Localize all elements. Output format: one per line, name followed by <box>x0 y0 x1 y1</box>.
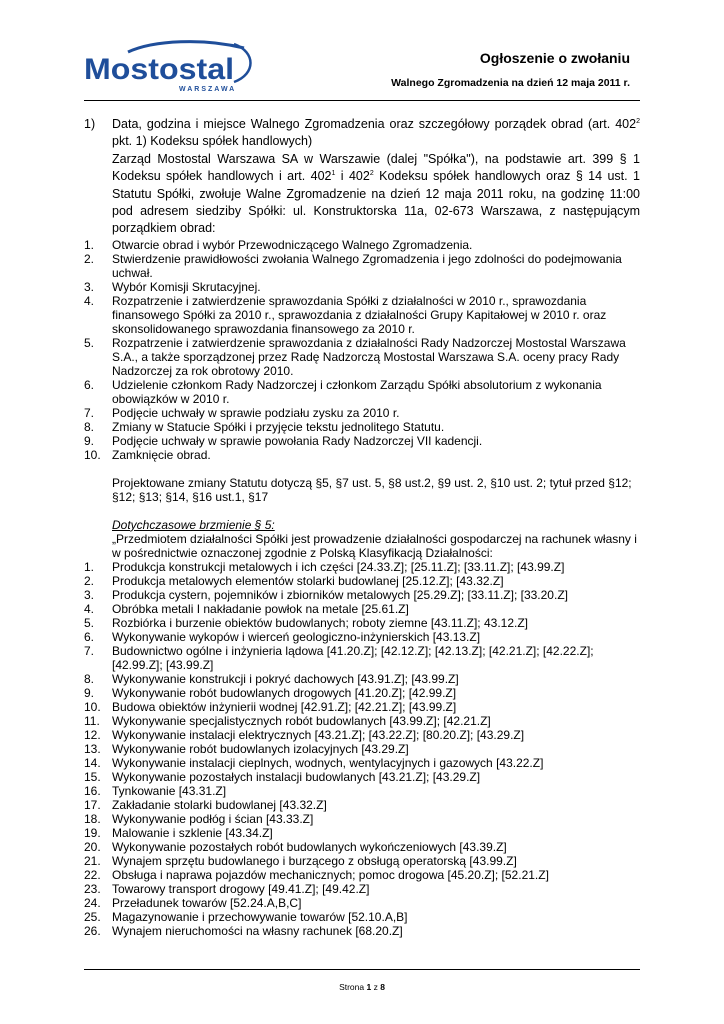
activity-item-text: Zakładanie stolarki budowlanej [43.32.Z] <box>112 797 327 812</box>
agenda-item-number: 10. <box>84 447 101 462</box>
agenda-list <box>84 238 640 462</box>
activity-item <box>84 686 640 700</box>
activity-item <box>84 672 640 686</box>
activity-item-number: 13. <box>84 741 101 756</box>
agenda-item <box>84 448 640 462</box>
agenda-item <box>84 434 640 448</box>
activity-item-number: 17. <box>84 797 101 812</box>
svg-text:WARSZAWA: WARSZAWA <box>179 86 237 93</box>
activity-item-text: Przeładunek towarów [52.24.A,B,C] <box>112 895 302 910</box>
activity-item-text: Wykonywanie instalacji cieplnych, wodnych, wentylacyjnych i gazowych [43.22.Z] <box>112 755 544 770</box>
activity-item <box>84 826 640 840</box>
agenda-item <box>84 406 640 420</box>
activity-item-number: 6. <box>84 629 95 644</box>
agenda-item-text: Rozpatrzenie i zatwierdzenie sprawozdania z działalności Rady Nadzorczej Mostostal Warszawa S.A., a także sporządzonej przez Radę Nadzorczą Mostostal Warszawa S.A. oceny pracy Rady Nadzorczej za rok obrotowy 2010. <box>112 335 626 378</box>
activity-item-number: 2. <box>84 573 95 588</box>
activity-item <box>84 812 640 826</box>
agenda-item-number: 4. <box>84 293 95 308</box>
agenda-item-text: Zmiany w Statucie Spółki i przyjęcie tekstu jednolitego Statutu. <box>112 419 445 434</box>
agenda-item-number: 9. <box>84 433 95 448</box>
agenda-item <box>84 378 640 406</box>
activity-item-text: Malowanie i szklenie [43.34.Z] <box>112 825 273 840</box>
agenda-item <box>84 420 640 434</box>
agenda-item <box>84 280 640 294</box>
activity-item <box>84 588 640 602</box>
activity-item-text: Produkcja metalowych elementów stolarki budowlanej [25.12.Z]; [43.32.Z] <box>112 573 504 588</box>
intro-paragraph: Zarząd Mostostal Warszawa SA w Warszawie (dalej "Spółka"), na podstawie art. 399 § 1 Kodeksu spółek handlowych i art. $402^1$ i $402^2$ Kodeksu spółek handlowych oraz § 14 ust. 1 Statutu Spółki, zwołuje Walne Zgromadzenie na dzień 12 maja 2011 roku, na godzinę 11:00 pod adresem siedziby Spółki: ul. Konstruktorska 11a, 02-673 Warszawa, z następującym porządkiem obrad: <box>112 151 640 236</box>
company-logo <box>84 38 256 94</box>
current-wording-heading: Dotychczasowe brzmienie § 5: <box>112 517 275 532</box>
agenda-item <box>84 294 640 336</box>
activity-item-text: Budownictwo ogólne i inżynieria lądowa [41.20.Z]; [42.12.Z]; [42.13.Z]; [42.21.Z]; [42.22.Z]; [42.99.Z]; [43.99.Z] <box>112 643 594 672</box>
activity-item <box>84 924 640 938</box>
document-body <box>84 116 640 938</box>
activity-item <box>84 574 640 588</box>
page-footer: Strona 1 z 8 <box>339 982 385 992</box>
page-number: 1 <box>366 982 372 992</box>
activity-item-text: Towarowy transport drogowy [49.41.Z]; [49.42.Z] <box>112 881 370 896</box>
activity-item-number: 23. <box>84 881 101 896</box>
activity-item-number: 21. <box>84 853 101 868</box>
activity-item <box>84 910 640 924</box>
activity-item-number: 16. <box>84 783 101 798</box>
activity-item <box>84 798 640 812</box>
activity-item <box>84 630 640 644</box>
activity-item-text: Wykonywanie specjalistycznych robót budowlanych [43.99.Z]; [42.21.Z] <box>112 713 491 728</box>
agenda-item-number: 7. <box>84 405 95 420</box>
statute-changes-paragraph: Projektowane zmiany Statutu dotyczą §5, §7 ust. 5, §8 ust.2, §9 ust. 2, §10 ust. 2; tytuł przed §12; §12; §13; §14, §16 ust.1, §17 <box>112 475 632 504</box>
activity-item-text: Wykonywanie konstrukcji i pokryć dachowych [43.91.Z]; [43.99.Z] <box>112 671 459 686</box>
activity-item <box>84 602 640 616</box>
activity-item-number: 3. <box>84 587 95 602</box>
agenda-item-number: 1. <box>84 237 95 252</box>
page-total: 8 <box>380 982 385 992</box>
activity-item <box>84 840 640 854</box>
activity-item <box>84 700 640 714</box>
activity-item <box>84 882 640 896</box>
activity-item <box>84 896 640 910</box>
activity-item <box>84 728 640 742</box>
activity-item-number: 20. <box>84 839 101 854</box>
activity-item-number: 10. <box>84 699 101 714</box>
agenda-item-text: Wybór Komisji Skrutacyjnej. <box>112 279 261 294</box>
activity-item-number: 19. <box>84 825 101 840</box>
document-subtitle: Walnego Zgromadzenia na dzień 12 maja 2011 r. <box>391 77 630 89</box>
activity-item-number: 1. <box>84 559 95 574</box>
activity-item-text: Wykonywanie podłóg i ścian [43.33.Z] <box>112 811 314 826</box>
activity-item-text: Wynajem sprzętu budowlanego i burzącego z obsługą operatorską [43.99.Z] <box>112 853 517 868</box>
activity-item <box>84 560 640 574</box>
activity-item-text: Wykonywanie wykopów i wierceń geologiczno-inżynierskich [43.13.Z] <box>112 629 481 644</box>
section-number: 1) <box>84 117 96 131</box>
activity-item-text: Rozbiórka i burzenie obiektów budowlanych; roboty ziemne [43.11.Z]; 43.12.Z] <box>112 615 529 630</box>
activity-item-number: 7. <box>84 643 95 658</box>
current-wording-intro: „Przedmiotem działalności Spółki jest prowadzenie działalności gospodarczej na rachunek własny i w pośrednictwie oznaczonej zgodnie z Polską Klasyfikacją Działalności: <box>112 531 637 560</box>
activity-item-text: Wykonywanie robót budowlanych izolacyjnych [43.29.Z] <box>112 741 409 756</box>
activity-item-text: Produkcja konstrukcji metalowych i ich części [24.33.Z]; [25.11.Z]; [33.11.Z]; [43.99.Z] <box>112 559 565 574</box>
agenda-item-text: Stwierdzenie prawidłowości zwołania Walnego Zgromadzenia i jego zdolności do podejmowania uchwał. <box>112 251 622 280</box>
activity-item <box>84 854 640 868</box>
activity-item-text: Wykonywanie pozostałych instalacji budowlanych [43.21.Z]; [43.29.Z] <box>112 769 481 784</box>
activity-item-number: 24. <box>84 895 101 910</box>
activity-item <box>84 784 640 798</box>
footer-divider <box>84 969 640 970</box>
agenda-item-text: Udzielenie członkom Rady Nadzorczej i członkom Zarządu Spółki absolutorium z wykonania obowiązków w 2010 r. <box>112 377 602 406</box>
activity-item-text: Wynajem nieruchomości na własny rachunek [68.20.Z] <box>112 923 403 938</box>
activity-item-number: 9. <box>84 685 95 700</box>
activity-item <box>84 868 640 882</box>
agenda-item <box>84 252 640 280</box>
activity-item-text: Produkcja cystern, pojemników i zbiorników metalowych [25.29.Z]; [33.11.Z]; [33.20.Z] <box>112 587 568 602</box>
activity-item-number: 26. <box>84 923 101 938</box>
section-title: Data, godzina i miejsce Walnego Zgromadzenia oraz szczegółowy porządek obrad (art. $402^2$ pkt. 1) Kodeksu spółek handlowych) <box>112 117 640 149</box>
activity-item <box>84 770 640 784</box>
activity-item-number: 8. <box>84 671 95 686</box>
header-divider <box>84 100 640 101</box>
agenda-item-text: Otwarcie obrad i wybór Przewodniczącego Walnego Zgromadzenia. <box>112 237 473 252</box>
activity-item-number: 22. <box>84 867 101 882</box>
document-title: Ogłoszenie o zwołaniu <box>479 50 630 66</box>
activity-item <box>84 644 640 672</box>
agenda-item <box>84 336 640 378</box>
activity-item-text: Budowa obiektów inżynierii wodnej [42.91.Z]; [42.21.Z]; [43.99.Z] <box>112 699 457 714</box>
agenda-item-text: Zamknięcie obrad. <box>112 447 211 462</box>
activity-item-text: Obsługa i naprawa pojazdów mechanicznych; pomoc drogowa [45.20.Z]; [52.21.Z] <box>112 867 549 882</box>
activity-item-number: 25. <box>84 909 101 924</box>
activity-item <box>84 616 640 630</box>
agenda-item-number: 5. <box>84 335 95 350</box>
activity-item-number: 18. <box>84 811 101 826</box>
activity-item <box>84 756 640 770</box>
svg-text:Mostostal: Mostostal <box>84 53 234 86</box>
activity-item-text: Tynkowanie [43.31.Z] <box>112 783 227 798</box>
activity-item-number: 5. <box>84 615 95 630</box>
activity-item-number: 4. <box>84 601 95 616</box>
activity-item-number: 14. <box>84 755 101 770</box>
agenda-item-number: 6. <box>84 377 95 392</box>
activity-item-text: Wykonywanie pozostałych robót budowlanych wykończeniowych [43.39.Z] <box>112 839 507 854</box>
agenda-item <box>84 238 640 252</box>
activity-item <box>84 742 640 756</box>
activity-item <box>84 714 640 728</box>
activity-item-text: Obróbka metali I nakładanie powłok na metale [25.61.Z] <box>112 601 409 616</box>
activity-item-text: Magazynowanie i przechowywanie towarów [52.10.A,B] <box>112 909 408 924</box>
activity-item-number: 15. <box>84 769 101 784</box>
activity-item-text: Wykonywanie robót budowlanych drogowych [41.20.Z]; [42.99.Z] <box>112 685 457 700</box>
activity-item-number: 12. <box>84 727 101 742</box>
section-heading <box>84 116 640 151</box>
activity-item-text: Wykonywanie instalacji elektrycznych [43.21.Z]; [43.22.Z]; [80.20.Z]; [43.29.Z] <box>112 727 525 742</box>
agenda-item-number: 3. <box>84 279 95 294</box>
agenda-item-text: Rozpatrzenie i zatwierdzenie sprawozdania Spółki z działalności w 2010 r., sprawozdania finansowego Spółki za 2010 r., sprawozdania z działalności Grupy Kapitałowej w 2010 r. oraz skonsolidowanego sprawozdania finansowego za 2010 r. <box>112 293 607 336</box>
activities-list <box>84 560 640 938</box>
activity-item-number: 11. <box>84 713 100 728</box>
agenda-item-text: Podjęcie uchwały w sprawie podziału zysku za 2010 r. <box>112 405 400 420</box>
agenda-item-number: 2. <box>84 251 95 266</box>
agenda-item-text: Podjęcie uchwały w sprawie powołania Rady Nadzorczej VII kadencji. <box>112 433 483 448</box>
agenda-item-number: 8. <box>84 419 95 434</box>
